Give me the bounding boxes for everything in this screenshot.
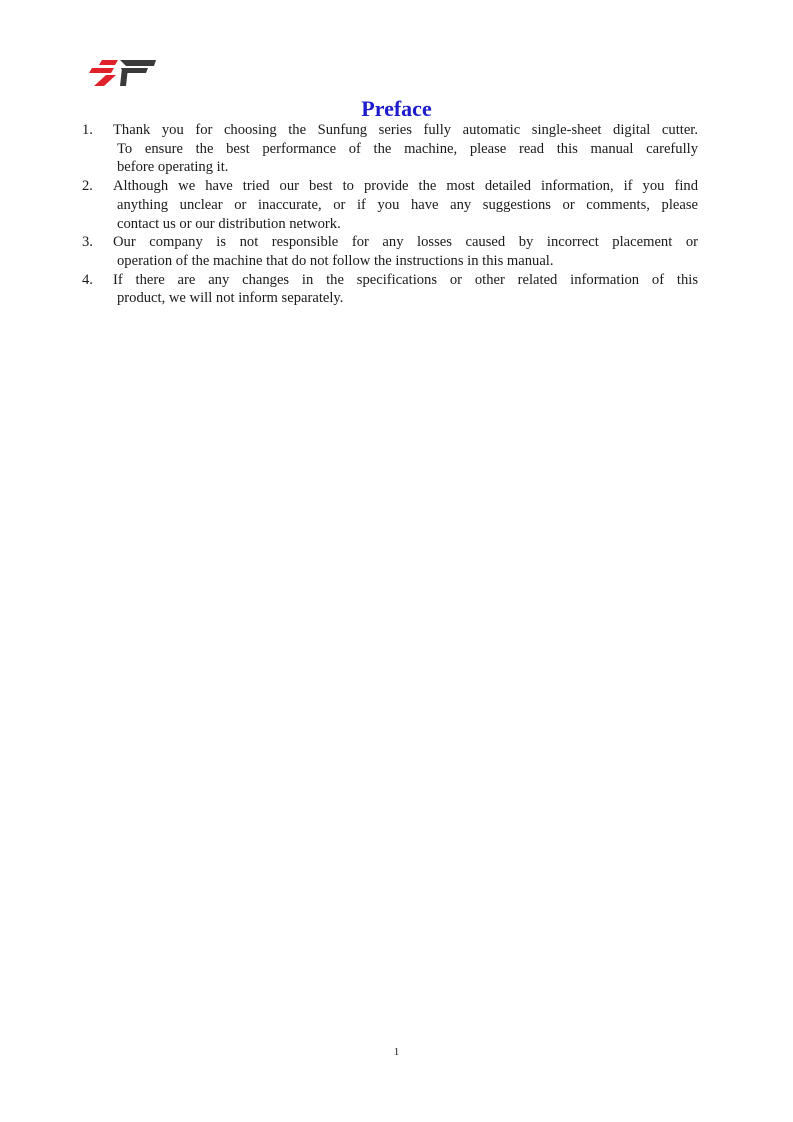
page-title: Preface: [361, 96, 432, 121]
list-item: [82, 233, 698, 270]
list-item-text: [113, 177, 698, 233]
text-line: Our company is not responsible for any losses caused by incorrect placement or: [113, 234, 698, 251]
preface-list: [82, 121, 698, 308]
text-line: Although we have tried our best to provide the most detailed information, if you find: [113, 178, 698, 195]
list-item: [82, 121, 698, 177]
list-item-number: 4.: [82, 271, 93, 288]
list-item-text: [113, 121, 698, 177]
text-line: Thank you for choosing the Sunfung series fully automatic single-sheet digital cutter.: [113, 122, 698, 138]
text-line: If there are any changes in the specifications or other related information of this: [113, 271, 698, 288]
text-line: product, we will not inform separately.: [117, 290, 344, 307]
text-line: contact us or our distribution network.: [117, 215, 341, 232]
list-item-number: 2.: [82, 178, 93, 195]
list-item-text: [113, 271, 698, 308]
sunfung-logo: [88, 60, 156, 86]
text-line: To ensure the best performance of the machine, please read this manual carefully: [117, 140, 698, 157]
list-item-number: 1.: [82, 122, 93, 138]
page-number: 1: [393, 1046, 400, 1058]
list-item-number: 3.: [82, 234, 93, 251]
list-item: [82, 271, 698, 308]
text-line: anything unclear or inaccurate, or if you have any suggestions or comments, please: [117, 196, 698, 213]
text-line: operation of the machine that do not follow the instructions in this manual.: [117, 252, 554, 269]
text-line: before operating it.: [117, 159, 229, 176]
list-item: [82, 177, 698, 233]
list-item-text: [113, 233, 698, 270]
